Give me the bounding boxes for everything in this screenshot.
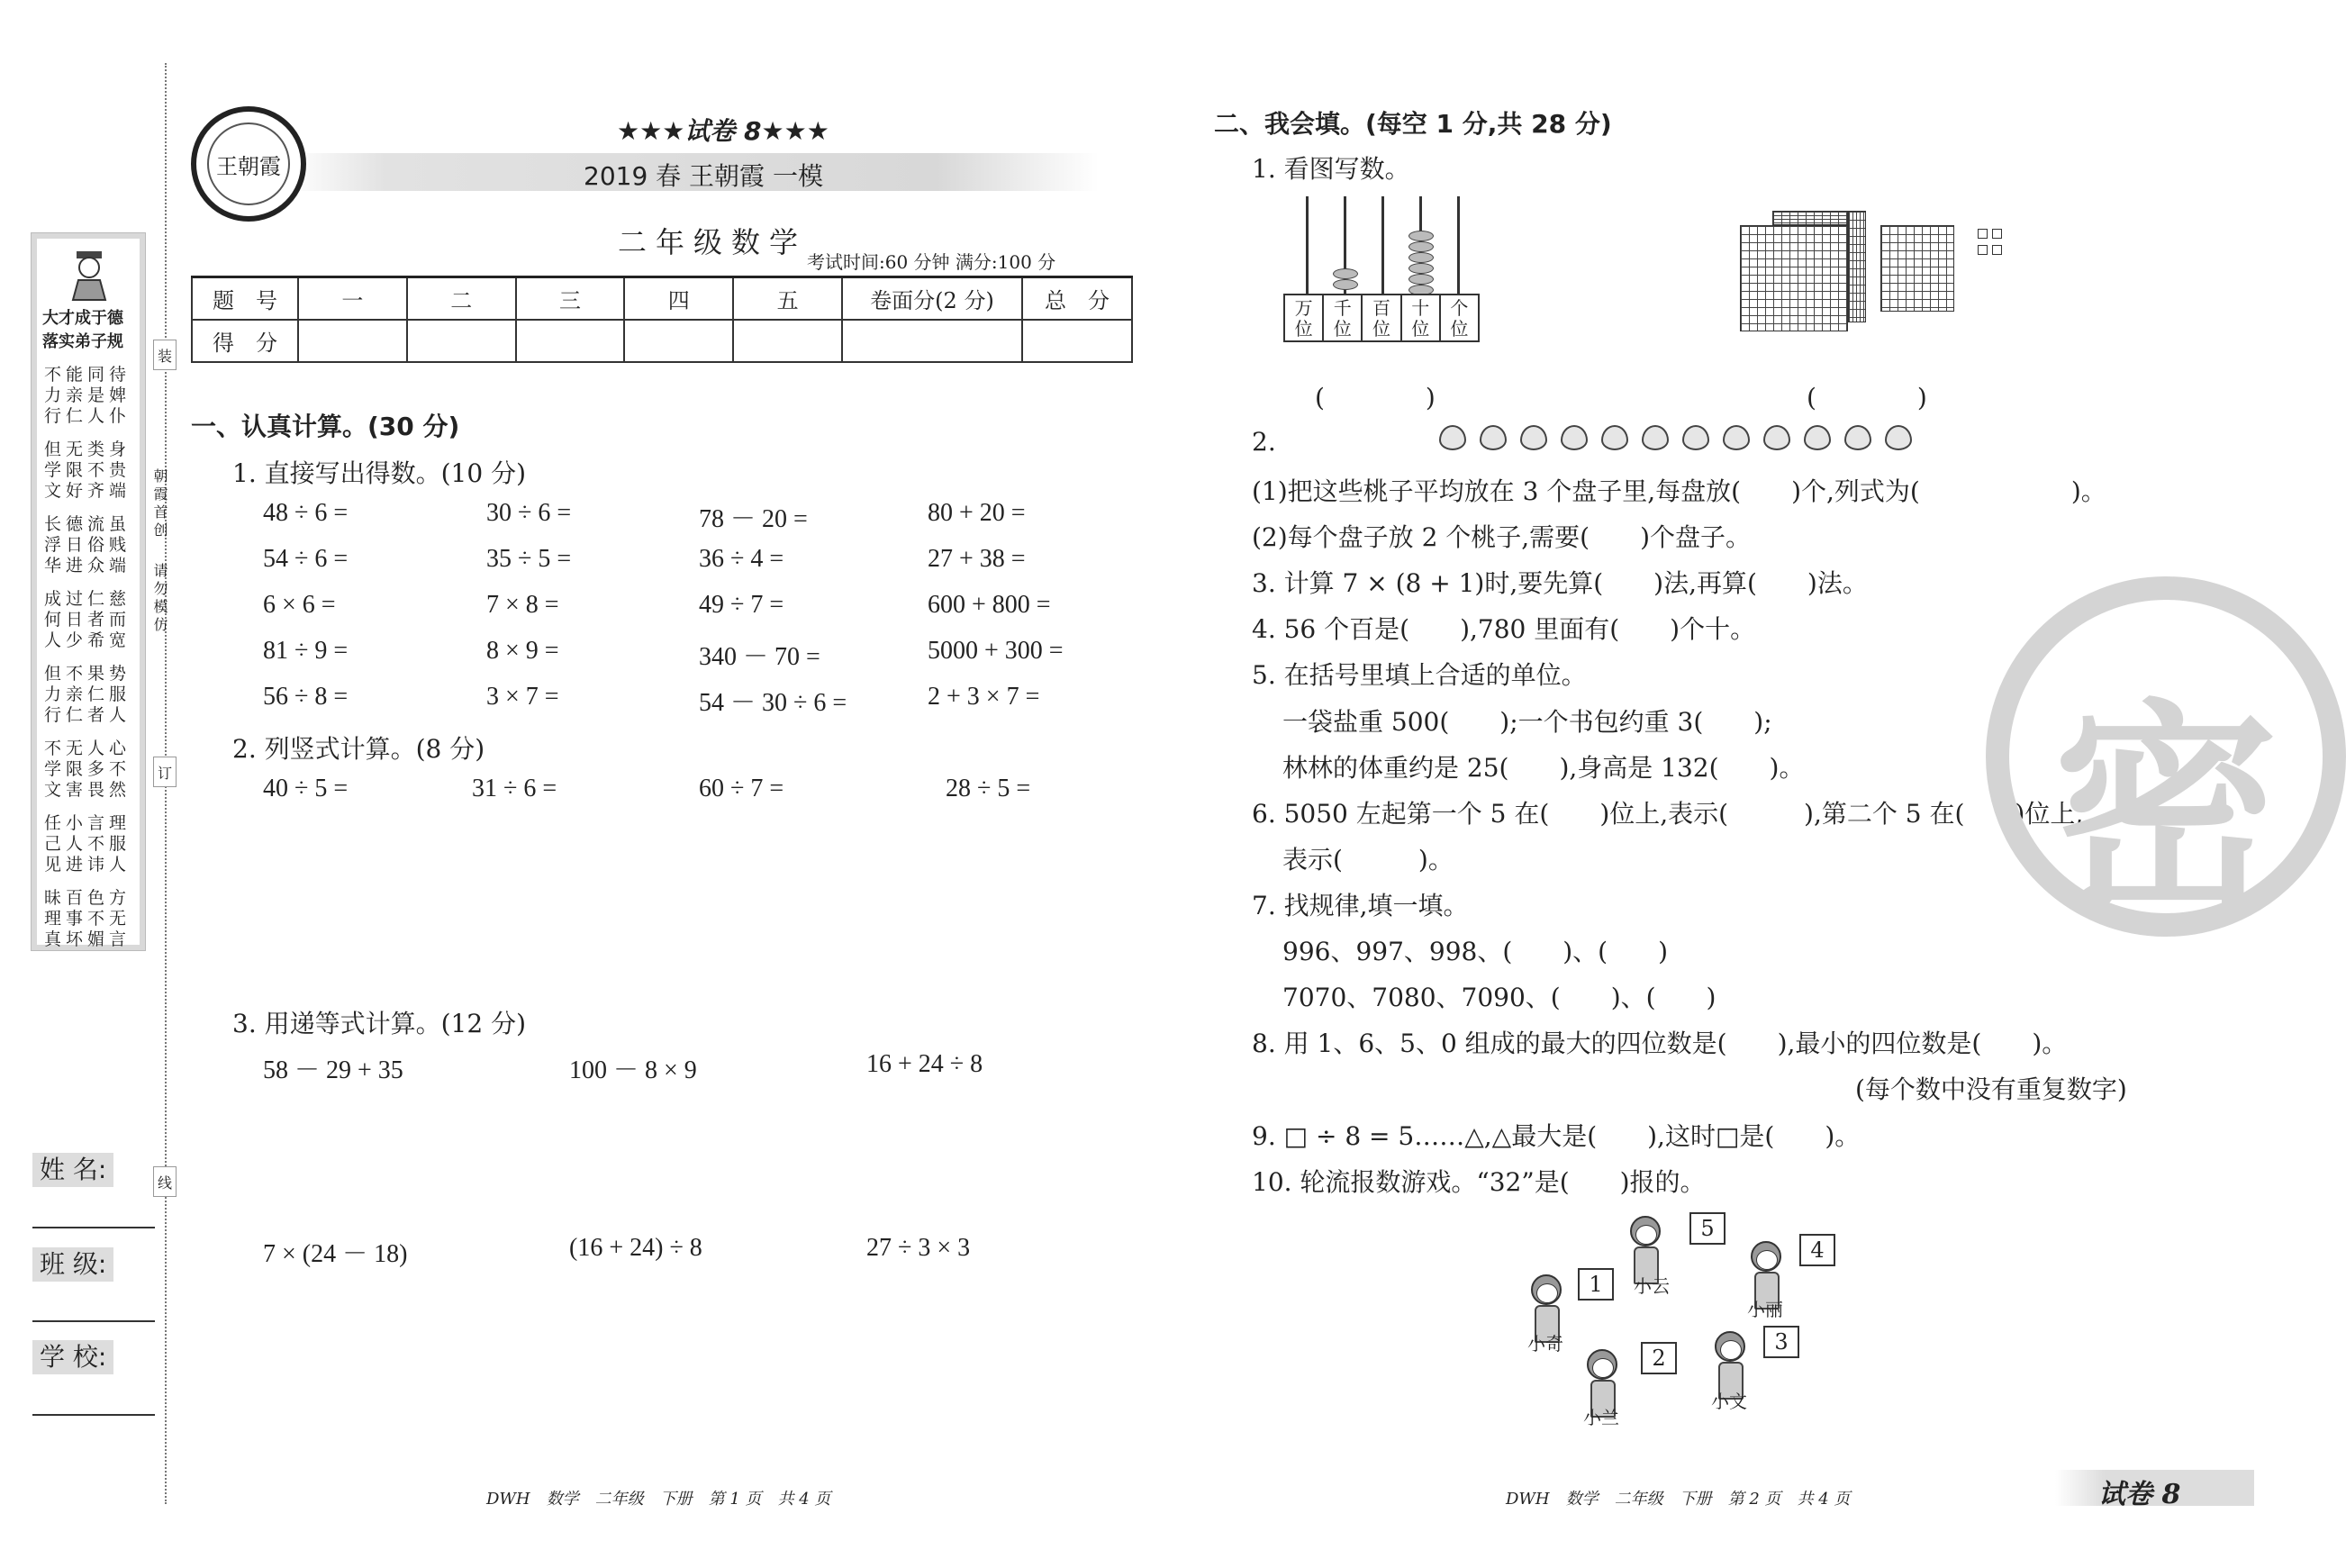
- s2-q4: 4. 56 个百是( ),780 里面有( )个十。: [1252, 614, 1756, 644]
- verse-line: 长德流虽: [44, 514, 131, 534]
- q3-item-5: (16 + 24) ÷ 8: [569, 1234, 702, 1262]
- verse-line: 文害畏然: [44, 780, 131, 800]
- speech-bubble: 2: [1641, 1342, 1677, 1374]
- verse-line: 但无类身: [44, 440, 131, 459]
- score-row-label: 得 分: [192, 320, 298, 362]
- q2-item-2: 31 ÷ 6 =: [472, 775, 557, 802]
- section1-title: 一、认真计算。(30 分): [191, 412, 460, 441]
- q2-item-4: 28 ÷ 5 =: [946, 775, 1031, 802]
- verse-line: 学限多不: [44, 759, 131, 779]
- footer-paper-tag-text: 试卷 8: [2098, 1479, 2181, 1510]
- brand-logo: [191, 106, 306, 222]
- kid-name: 小云: [1634, 1275, 1670, 1297]
- q3-item-1: 58 － 29 + 35: [263, 1056, 403, 1084]
- school-label: 学 校:: [32, 1340, 113, 1374]
- verse-line: 真坏媚言: [44, 929, 131, 949]
- abacus-bead: [1409, 252, 1434, 263]
- confidential-seal-char: 密: [2053, 681, 2278, 943]
- q1-item: 3 × 7 =: [486, 683, 559, 711]
- abacus-bead: [1409, 263, 1434, 274]
- abacus-place-labels: [1283, 294, 1480, 342]
- verse-line: 昧百色方: [44, 888, 131, 908]
- s2-q10: 10. 轮流报数游戏。“32”是( )报的。: [1252, 1167, 1706, 1197]
- verse-line: 人少希宽: [44, 630, 131, 650]
- score-head-total: 总 分: [1022, 277, 1132, 320]
- verse-line: 理事不无: [44, 909, 131, 929]
- peach-icon: [1480, 425, 1507, 450]
- s2-q6-b: 表示( )。: [1282, 845, 1454, 875]
- exam-banner-title: 2019 春 王朝霞 一模: [584, 161, 823, 191]
- score-head-2: 二: [407, 277, 516, 320]
- s2-q3: 3. 计算 7 × (8 + 1)时,要先算( )法,再算( )法。: [1252, 568, 1868, 598]
- q1-item: 27 + 38 =: [928, 545, 1026, 573]
- q1-item: 54 － 30 ÷ 6 =: [699, 689, 847, 717]
- speech-bubble: 4: [1799, 1234, 1835, 1266]
- abacus-bead: [1333, 279, 1358, 290]
- q1-item: 81 ÷ 9 =: [263, 637, 349, 665]
- q1-item: 48 ÷ 6 =: [263, 499, 349, 527]
- verse-line: 成过仁慈: [44, 589, 131, 609]
- s2-q6: 6. 5050 左起第一个 5 在( )位上,表示( ),第二个 5 在( )位上,: [1252, 799, 2084, 829]
- binding-mark-zhuang: 装: [153, 340, 177, 370]
- motto-line-2: 落实弟子规: [42, 332, 123, 351]
- verse-line: 何日者而: [44, 610, 131, 630]
- speech-bubble: 1: [1578, 1268, 1614, 1301]
- q3-item-4: 7 × (24 － 18): [263, 1240, 408, 1268]
- q1-item: 6 × 6 =: [263, 591, 336, 619]
- s2-q8: 8. 用 1、6、5、0 组成的最大的四位数是( ),最小的四位数是( )。: [1252, 1029, 2068, 1058]
- speech-bubble: 5: [1689, 1212, 1726, 1245]
- peach-icon: [1439, 425, 1466, 450]
- score-cell[interactable]: [298, 320, 407, 362]
- q3-item-3: 16 + 24 ÷ 8: [866, 1050, 983, 1078]
- score-head-1: 一: [298, 277, 407, 320]
- q3-item-2: 100 － 8 × 9: [569, 1056, 697, 1084]
- scholar-illustration: [64, 249, 114, 300]
- verse-line: 文好齐端: [44, 481, 131, 501]
- abacus-answer-blank[interactable]: ( ): [1315, 383, 1436, 412]
- s2-q9: 9. □ ÷ 8 = 5……△,△最大是( ),这时□是( )。: [1252, 1121, 1861, 1151]
- score-cell[interactable]: [407, 320, 516, 362]
- score-head-label: 题 号: [192, 277, 298, 320]
- section2-title: 二、我会填。(每空 1 分,共 28 分): [1214, 109, 1612, 139]
- peach-icon: [1723, 425, 1750, 450]
- place-ge: 个 位: [1450, 297, 1469, 340]
- speech-bubble: 3: [1763, 1326, 1799, 1358]
- school-line[interactable]: [32, 1414, 155, 1416]
- kid-name: 小文: [1711, 1391, 1747, 1412]
- score-table: [191, 276, 1133, 363]
- kid-face: [1592, 1358, 1614, 1378]
- binding-mark-xian: 线: [153, 1166, 177, 1197]
- verse-line: 力亲仁服: [44, 684, 131, 704]
- footer-left: DWH 数学 二年级 下册 第 1 页 共 4 页: [486, 1490, 831, 1509]
- q3-title: 3. 用递等式计算。(12 分): [232, 1009, 526, 1038]
- score-cell[interactable]: [624, 320, 733, 362]
- q1-item: 5000 + 300 =: [928, 637, 1064, 665]
- peach-icon: [1601, 425, 1628, 450]
- verse-line: 学限不贵: [44, 460, 131, 480]
- abacus-bead: [1409, 241, 1434, 252]
- motto-line-1: 大才成于德: [42, 309, 123, 328]
- s2-q2-b: (2)每个盘子放 2 个桃子,需要( )个盘子。: [1252, 522, 1752, 552]
- q1-item: 36 ÷ 4 =: [699, 545, 784, 573]
- score-cell[interactable]: [1022, 320, 1132, 362]
- kid-face: [1635, 1225, 1657, 1245]
- q1-item: 49 ÷ 7 =: [699, 591, 784, 619]
- verse-line: 力亲是婢: [44, 385, 131, 405]
- peach-icon: [1561, 425, 1588, 450]
- verse-line: 但不果势: [44, 664, 131, 684]
- peach-icon: [1844, 425, 1871, 450]
- abacus-bead: [1409, 231, 1434, 241]
- kid-name: 小丽: [1747, 1299, 1783, 1320]
- peach-icon: [1763, 425, 1790, 450]
- verse-line: 不无人心: [44, 739, 131, 758]
- q3-item-6: 27 ÷ 3 × 3: [866, 1234, 971, 1262]
- peach-icon: [1682, 425, 1709, 450]
- q2-item-1: 40 ÷ 5 =: [263, 775, 349, 802]
- kid-name: 小兰: [1583, 1407, 1619, 1428]
- s2-q2-number: 2.: [1252, 427, 1276, 457]
- score-header-row: [192, 277, 1132, 320]
- class-line[interactable]: [32, 1320, 155, 1322]
- motto-sidebar: [31, 232, 146, 951]
- binding-mark-ding: 订: [153, 757, 177, 787]
- score-head-5: 五: [733, 277, 842, 320]
- q1-item: 80 + 20 =: [928, 499, 1026, 527]
- q1-item: 35 ÷ 5 =: [486, 545, 572, 573]
- verse-line: 见进讳人: [44, 855, 131, 875]
- logo-text: 王朝霞: [207, 122, 290, 205]
- s2-q5-a: 一袋盐重 500( );一个书包约重 3( );: [1282, 707, 1772, 737]
- cubes-answer-blank[interactable]: ( ): [1807, 383, 1927, 412]
- q1-item: 78 － 20 =: [699, 505, 808, 533]
- s2-q5: 5. 在括号里填上合适的单位。: [1252, 660, 1587, 690]
- s2-q7: 7. 找规律,填一填。: [1252, 891, 1469, 920]
- verse-line: 行仁人仆: [44, 406, 131, 426]
- verse-line: 任小言理: [44, 813, 131, 833]
- exam-meta: 考试时间:60 分钟 满分:100 分: [807, 251, 1056, 273]
- footer-right: DWH 数学 二年级 下册 第 2 页 共 4 页: [1506, 1490, 1851, 1509]
- vertical-notice-2: 请勿模仿: [151, 563, 168, 635]
- score-value-row: [192, 320, 1132, 362]
- q1-title: 1. 直接写出得数。(10 分): [232, 458, 526, 488]
- verse-line: 己人不服: [44, 834, 131, 854]
- s2-q5-b: 林林的体重约是 25( ),身高是 132( )。: [1282, 753, 1805, 783]
- vertical-notice-1: 朝霞首创: [151, 468, 168, 540]
- place-bai: 百 位: [1363, 295, 1401, 340]
- q1-item: 600 + 800 =: [928, 591, 1051, 619]
- peach-icon: [1804, 425, 1831, 450]
- name-label: 姓 名:: [32, 1153, 113, 1187]
- verse-line: 浮日俗贱: [44, 535, 131, 555]
- s2-q1: 1. 看图写数。: [1252, 154, 1410, 184]
- paper-number: ★★★试卷 8★★★: [617, 116, 829, 146]
- verse-line: 华进众端: [44, 556, 131, 576]
- peach-icon: [1520, 425, 1547, 450]
- q1-item: 30 ÷ 6 =: [486, 499, 572, 527]
- name-line[interactable]: [32, 1227, 155, 1228]
- q2-title: 2. 列竖式计算。(8 分): [232, 734, 485, 764]
- q1-item: 7 × 8 =: [486, 591, 559, 619]
- score-head-4: 四: [624, 277, 733, 320]
- kid-name: 小奇: [1527, 1333, 1563, 1355]
- peach-icon: [1642, 425, 1669, 450]
- q1-item: 8 × 9 =: [486, 637, 559, 665]
- score-cell[interactable]: [842, 320, 1022, 362]
- score-cell[interactable]: [733, 320, 842, 362]
- q1-item: 340 － 70 =: [699, 643, 820, 671]
- kid-face: [1756, 1250, 1778, 1270]
- class-label: 班 级:: [32, 1247, 113, 1282]
- place-wan: 万 位: [1285, 295, 1324, 340]
- abacus-bead: [1333, 268, 1358, 279]
- kid-face: [1720, 1340, 1742, 1360]
- abacus-bead: [1409, 274, 1434, 285]
- score-head-neatness: 卷面分(2 分): [842, 277, 1022, 320]
- place-shi: 十 位: [1402, 295, 1441, 340]
- q2-item-3: 60 ÷ 7 =: [699, 775, 784, 802]
- verse-line: 不能同待: [44, 365, 131, 385]
- peach-icon: [1885, 425, 1912, 450]
- s2-q7-b: 7070、7080、7090、( )、( ): [1282, 983, 1716, 1012]
- score-cell[interactable]: [516, 320, 625, 362]
- kid-face: [1536, 1283, 1558, 1303]
- verse-line: 行仁者人: [44, 705, 131, 725]
- q1-item: 56 ÷ 8 =: [263, 683, 349, 711]
- q1-item: 2 + 3 × 7 =: [928, 683, 1040, 711]
- s2-q2-a: (1)把这些桃子平均放在 3 个盘子里,每盘放( )个,列式为( )。: [1252, 476, 2106, 506]
- place-qian: 千 位: [1324, 295, 1363, 340]
- s2-q7-a: 996、997、998、( )、( ): [1282, 937, 1669, 966]
- q1-item: 54 ÷ 6 =: [263, 545, 349, 573]
- score-head-3: 三: [516, 277, 625, 320]
- s2-q8-note: (每个数中没有重复数字): [1855, 1074, 2127, 1104]
- page-title: 二年级数学: [618, 225, 808, 259]
